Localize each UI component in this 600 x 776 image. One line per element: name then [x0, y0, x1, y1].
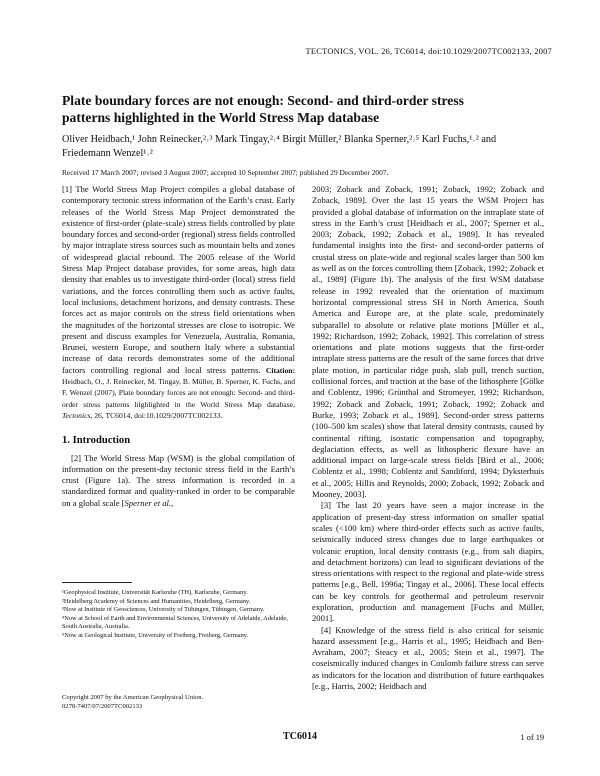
- footnote-2: ²Heidelberg Academy of Sciences and Humanities, Heidelberg, Germany.: [62, 597, 251, 605]
- paragraph-3: [312, 500, 544, 624]
- article-id: TC6014: [283, 731, 317, 742]
- introduction-text: The World Stress Map (WSM) is the global compilation of information on the present-day tectonic stress field in the Earth’s crust (Figure 1a). The stress information is recorded in a standardized format and quality-ranked in order to be comparable on a global scale [: [62, 452, 295, 508]
- footnote-divider: [62, 582, 132, 583]
- issn-line: 0278-7407/07/2007TC002133: [62, 702, 143, 710]
- left-column: [62, 184, 295, 509]
- paragraph-marker: [3]: [321, 500, 332, 511]
- section-heading-introduction: 1. Introduction: [62, 435, 131, 447]
- paragraph-4: [312, 625, 544, 693]
- continued-paragraph: 2003; Zoback and Zoback, 1991; Zoback, 1992; Zoback and Zoback, 1989]. Over the last 15 years the WSM Project has provided a global database of information on the intraplate state of stress in the Earth’s crust [Heidbach et al., 2007; Sperner et al., 2003; Zoback, 1992; Zoback et al., 1989]. It has revealed fundamental insights into the first- and second-order patterns of crustal stress on plate-wide and regional scales larger than 500 km as well as on the forces controlling them [Zoback, 1992; Zoback et al., 1989] (Figure 1b). The analysis of the first WSM database release in 1992 revealed that the orientation of maximum horizontal compressional stress SH in North America, South America and Europe are, at the plate scale, predominately subparallel to absolute or relative plate motions [Müller et al., 1992; Richardson, 1992; Zoback, 1992]. This correlation of stress orientations and plate motions suggests that the first-order intraplate stress patterns are the result of the same forces that drive plate motion, in particular ridge push, slab pull, trench suction, collisional forces, and traction at the base of the lithosphere [Gölke and Coblentz, 1996; Grünthal and Stromeyer, 1992; Richardson, 1992; Zoback and Zoback, 1991; Zoback, 1992; Zoback and Burke, 1993; Zoback et al., 1989]. Second-order stress patterns (100–500 km scales) show that lateral density contrasts, caused by continental rifting, isostatic compensation and topography, deglaciation effects, as well as lithospheric flexure have an additional impact on large-scale stress fields [Bird et al., 2006; Coblentz et al., 1998; Coblentz and Sandiford, 1994; Dyksterhuis et al., 2005; Hillis and Reynolds, 2000; Zoback, 1992; Zoback and Mooney, 2003].: [312, 184, 544, 500]
- received-dates: Received 17 March 2007; revised 3 August 2007; accepted 10 September 2007; published 29 December 2007.: [62, 168, 389, 177]
- paragraph-4-text: Knowledge of the stress field is also critical for seismic hazard assessment [e.g., Harris et al., 1995; Heidbach and Ben-Avraham, 2007; Steacy et al., 2005; Stein et al., 1997]. The coseismically induced changes in Coulomb failure stress can serve as indicators for the location and distribution of future earthquakes [e.g., Harris, 2002; Heidbach and: [312, 624, 544, 692]
- paragraph-marker: [1]: [62, 184, 73, 194]
- article-title: Plate boundary forces are not enough: Second- and third-order stress patterns highlighted in the World Stress Map database: [62, 93, 464, 125]
- running-head: TECTONICS, VOL. 26, TC6014, doi:10.1029/2007TC002133, 2007: [305, 46, 552, 56]
- footnote-5: ⁵Now at Geological Institute, University of Freiberg, Freiberg, Germany.: [62, 631, 249, 639]
- right-column: [312, 184, 544, 692]
- abstract-paragraph: [62, 184, 295, 421]
- copyright-notice: [62, 694, 295, 711]
- copyright-line: Copyright 2007 by the American Geophysical Union.: [62, 694, 204, 701]
- paragraph-3-text: The last 20 years have seen a major increase in the application of present-day stress information on smaller spatial scales (<100 km) where third-order effects such as active faults, seismically induced stress changes due to large earthquakes or volcanic eruption, local density contrasts (e.g., from salt diapirs, and detachment horizons) can lead to significant deviations of the stress orientations with respect to the regional and plate-wide stress patterns [e.g., Bell, 1996a; Tingay et al., 2006]. These local effects can be key controls for geothermal and petroleum reservoir exploration, production and management [Fuchs and Müller, 2001].: [312, 500, 544, 624]
- introduction-cite: Sperner et al.,: [124, 497, 174, 508]
- citation-label: Citation:: [265, 365, 295, 375]
- affiliation-footnotes: [62, 589, 295, 640]
- page-counter: 1 of 19: [520, 733, 544, 742]
- footnote-1: ¹Geophysical Institute, Universität Karlsruhe (TH), Karlsruhe, Germany.: [62, 589, 248, 596]
- citation-text: Heidbach, O., J. Reinecker, M. Tingay, B. Müller, B. Sperner, K. Fuchs, and F. Wenzel (2007), Plate boundary forces are not enough: Second- and third-order stress patterns highlighted in the World Stress Map database,: [62, 377, 295, 409]
- footnote-3: ³Now at Institute of Geosciences, University of Tübingen, Tübingen, Germany.: [62, 606, 265, 613]
- author-list: Oliver Heidbach,¹ John Reinecker,²˒³ Mark Tingay,²˒⁴ Birgit Müller,² Blanka Sperner,²˒⁵ Karl Fuchs,¹˒² and Friedemann Wenzel¹˒²: [62, 134, 497, 159]
- citation-journal: Tectonics: [62, 410, 91, 420]
- paragraph-marker: [2]: [71, 452, 82, 463]
- introduction-paragraph: [62, 453, 295, 509]
- paragraph-marker: [4]: [321, 624, 332, 635]
- footnote-4: ⁴Now at School of Earth and Environmental Sciences, University of Adelaide, Adelaide, South Australia, Australia.: [62, 614, 288, 630]
- citation-tail: , 26, TC6014, doi:10.1029/2007TC002133.: [90, 410, 223, 420]
- abstract-text: The World Stress Map Project compiles a global database of contemporary tectonic stress information of the Earth’s crust. Early releases of the World Stress Map Project demonstrated the existence of first-order (plate-scale) stress fields controlled by plate boundary forces and second-order (regional) stress fields controlled by major intraplate stress sources such as mountain belts and zones of widespread glacial rebound. The 2005 release of the World Stress Map Project database provides, for some areas, high data density that enables us to investigate third-order (local) stress field variations, and the forces controlling them such as active faults, local inclusions, detachment horizons, and density contrasts. These forces act as major controls on the stress field orientations when the magnitudes of the horizontal stresses are close to isotropic. We present and discuss examples for Venezuela, Australia, Romania, Brunei, western Europe, and southern Italy where a substantial increase of data records demonstrates some of the additional factors controlling regional and local stress patterns.: [62, 184, 295, 375]
